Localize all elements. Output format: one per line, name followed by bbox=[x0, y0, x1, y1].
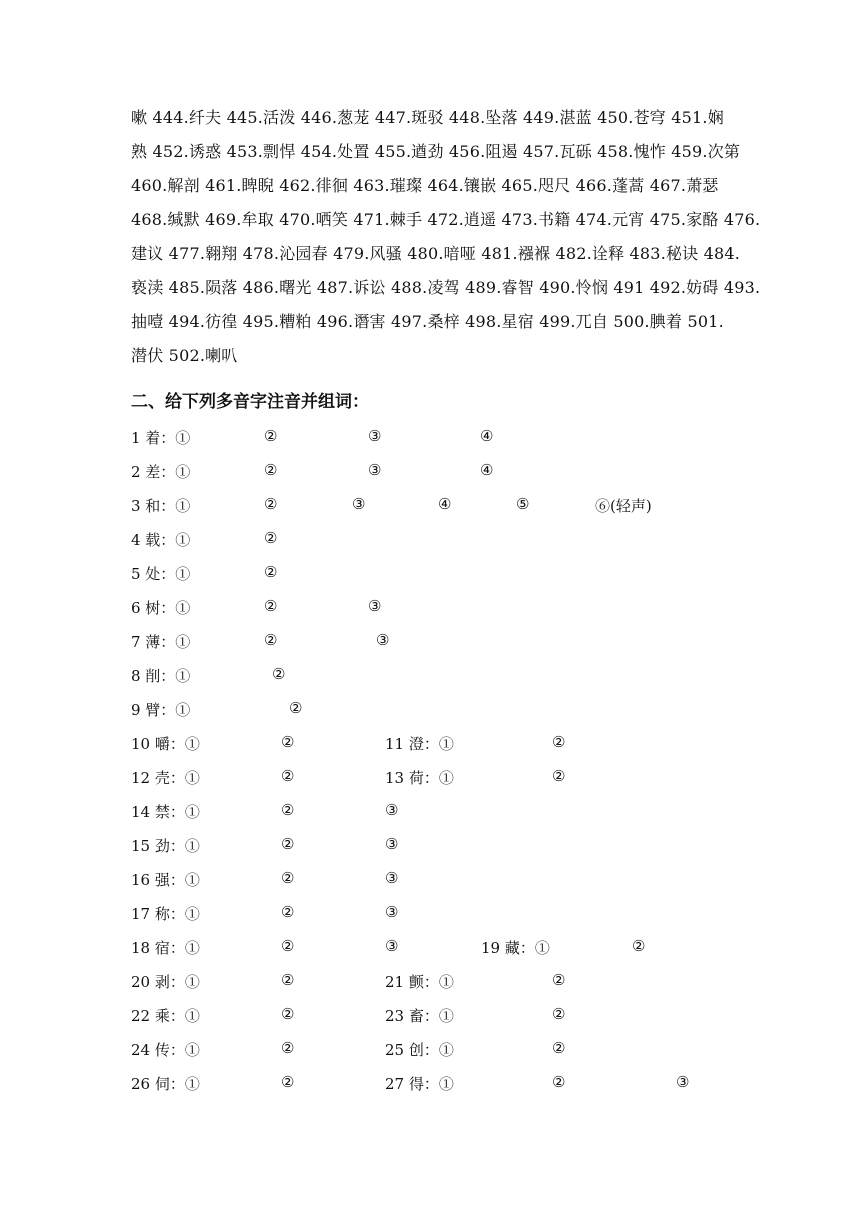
vocabulary-line: 嗽 444.纤夫 445.活泼 446.葱茏 447.斑驳 448.坠落 449.湛蓝 450.苍穹 451.娴 bbox=[131, 108, 724, 127]
vocabulary-line: 468.缄默 469.牟取 470.哂笑 471.棘手 472.逍遥 473.书籍 474.元宵 475.家酪 476. bbox=[131, 210, 761, 229]
exercise-blank-marker: ④ bbox=[480, 461, 494, 479]
exercise-blank-marker: ② bbox=[281, 971, 295, 989]
exercise-item-label: 15 劲：① bbox=[131, 837, 200, 855]
exercise-item-label: 26 伺：① bbox=[131, 1075, 200, 1093]
exercise-item-label: 24 传：① bbox=[131, 1041, 200, 1059]
exercise-blank-marker: 19 藏：① bbox=[481, 939, 550, 957]
exercise-blank-marker: 11 澄：① bbox=[385, 735, 454, 753]
exercise-blank-marker: ② bbox=[264, 631, 278, 649]
exercise-blank-marker: ② bbox=[552, 1005, 566, 1023]
exercise-blank-marker: ⑥(轻声) bbox=[595, 497, 652, 515]
exercise-blank-marker: ② bbox=[281, 1039, 295, 1057]
exercise-blank-marker: ② bbox=[281, 903, 295, 921]
exercise-item-label: 16 强：① bbox=[131, 871, 200, 889]
exercise-blank-marker: ② bbox=[289, 699, 303, 717]
exercise-item-label: 18 宿：① bbox=[131, 939, 200, 957]
exercise-blank-marker: ③ bbox=[385, 835, 399, 853]
exercise-item-label: 3 和：① bbox=[131, 497, 191, 515]
vocabulary-line: 潜伏 502.喇叭 bbox=[131, 346, 238, 365]
section-title: 二、给下列多音字注音并组词： bbox=[131, 392, 369, 412]
exercise-blank-marker: ② bbox=[281, 869, 295, 887]
vocabulary-line: 亵渎 485.陨落 486.曙光 487.诉讼 488.凌驾 489.睿智 490.怜悯 491 492.妨碍 493. bbox=[131, 278, 761, 297]
exercise-blank-marker: ② bbox=[281, 835, 295, 853]
exercise-blank-marker: ② bbox=[552, 1039, 566, 1057]
exercise-blank-marker: ② bbox=[552, 733, 566, 751]
exercise-blank-marker: ② bbox=[281, 733, 295, 751]
exercise-blank-marker: ② bbox=[632, 937, 646, 955]
exercise-blank-marker: ② bbox=[281, 1005, 295, 1023]
exercise-item-label: 7 薄：① bbox=[131, 633, 191, 651]
exercise-item-label: 20 剥：① bbox=[131, 973, 200, 991]
exercise-blank-marker: 13 荷：① bbox=[385, 769, 454, 787]
exercise-item-label: 17 称：① bbox=[131, 905, 200, 923]
vocabulary-line: 熟 452.诱惑 453.剽悍 454.处置 455.遒劲 456.阻遏 457.瓦砾 458.愧怍 459.次第 bbox=[131, 142, 741, 161]
exercise-blank-marker: 27 得：① bbox=[385, 1075, 454, 1093]
vocabulary-line: 建议 477.翱翔 478.沁园春 479.风骚 480.喑哑 481.襁褓 482.诠释 483.秘诀 484. bbox=[131, 244, 741, 263]
exercise-blank-marker: ② bbox=[264, 563, 278, 581]
exercise-blank-marker: ② bbox=[264, 427, 278, 445]
exercise-blank-marker: ② bbox=[552, 767, 566, 785]
exercise-blank-marker: ③ bbox=[385, 801, 399, 819]
exercise-blank-marker: 21 颤：① bbox=[385, 973, 454, 991]
exercise-blank-marker: ② bbox=[281, 937, 295, 955]
exercise-item-label: 1 着：① bbox=[131, 429, 191, 447]
exercise-blank-marker: ② bbox=[264, 529, 278, 547]
exercise-item-label: 8 削：① bbox=[131, 667, 191, 685]
exercise-item-label: 9 臂：① bbox=[131, 701, 191, 719]
exercise-blank-marker: ⑤ bbox=[516, 495, 530, 513]
vocabulary-line: 抽噎 494.彷徨 495.糟粕 496.谮害 497.桑梓 498.星宿 499.兀自 500.腆着 501. bbox=[131, 312, 724, 331]
exercise-blank-marker: ② bbox=[264, 495, 278, 513]
exercise-item-label: 12 壳：① bbox=[131, 769, 200, 787]
exercise-item-label: 5 处：① bbox=[131, 565, 191, 583]
exercise-blank-marker: ③ bbox=[376, 631, 390, 649]
exercise-blank-marker: ③ bbox=[352, 495, 366, 513]
exercise-blank-marker: ③ bbox=[368, 427, 382, 445]
exercise-blank-marker: ④ bbox=[480, 427, 494, 445]
exercise-item-label: 22 乘：① bbox=[131, 1007, 200, 1025]
exercise-blank-marker: ② bbox=[281, 801, 295, 819]
exercise-blank-marker: ② bbox=[272, 665, 286, 683]
exercise-item-label: 6 树：① bbox=[131, 599, 191, 617]
exercise-blank-marker: ② bbox=[281, 767, 295, 785]
exercise-blank-marker: ③ bbox=[368, 461, 382, 479]
exercise-blank-marker: ③ bbox=[676, 1073, 690, 1091]
exercise-blank-marker: ② bbox=[552, 1073, 566, 1091]
exercise-blank-marker: ③ bbox=[368, 597, 382, 615]
exercise-blank-marker: ② bbox=[264, 597, 278, 615]
exercise-blank-marker: ④ bbox=[438, 495, 452, 513]
exercise-blank-marker: ② bbox=[281, 1073, 295, 1091]
exercise-item-label: 2 差：① bbox=[131, 463, 191, 481]
exercise-blank-marker: 25 创：① bbox=[385, 1041, 454, 1059]
exercise-blank-marker: ② bbox=[552, 971, 566, 989]
exercise-blank-marker: ③ bbox=[385, 937, 399, 955]
exercise-item-label: 10 嚼：① bbox=[131, 735, 200, 753]
exercise-blank-marker: ③ bbox=[385, 869, 399, 887]
exercise-item-label: 4 载：① bbox=[131, 531, 191, 549]
exercise-blank-marker: ② bbox=[264, 461, 278, 479]
exercise-blank-marker: 23 畜：① bbox=[385, 1007, 454, 1025]
exercise-item-label: 14 禁：① bbox=[131, 803, 200, 821]
vocabulary-line: 460.解剖 461.睥睨 462.徘徊 463.璀璨 464.镶嵌 465.咫尺 466.蓬蒿 467.萧瑟 bbox=[131, 176, 719, 195]
exercise-blank-marker: ③ bbox=[385, 903, 399, 921]
